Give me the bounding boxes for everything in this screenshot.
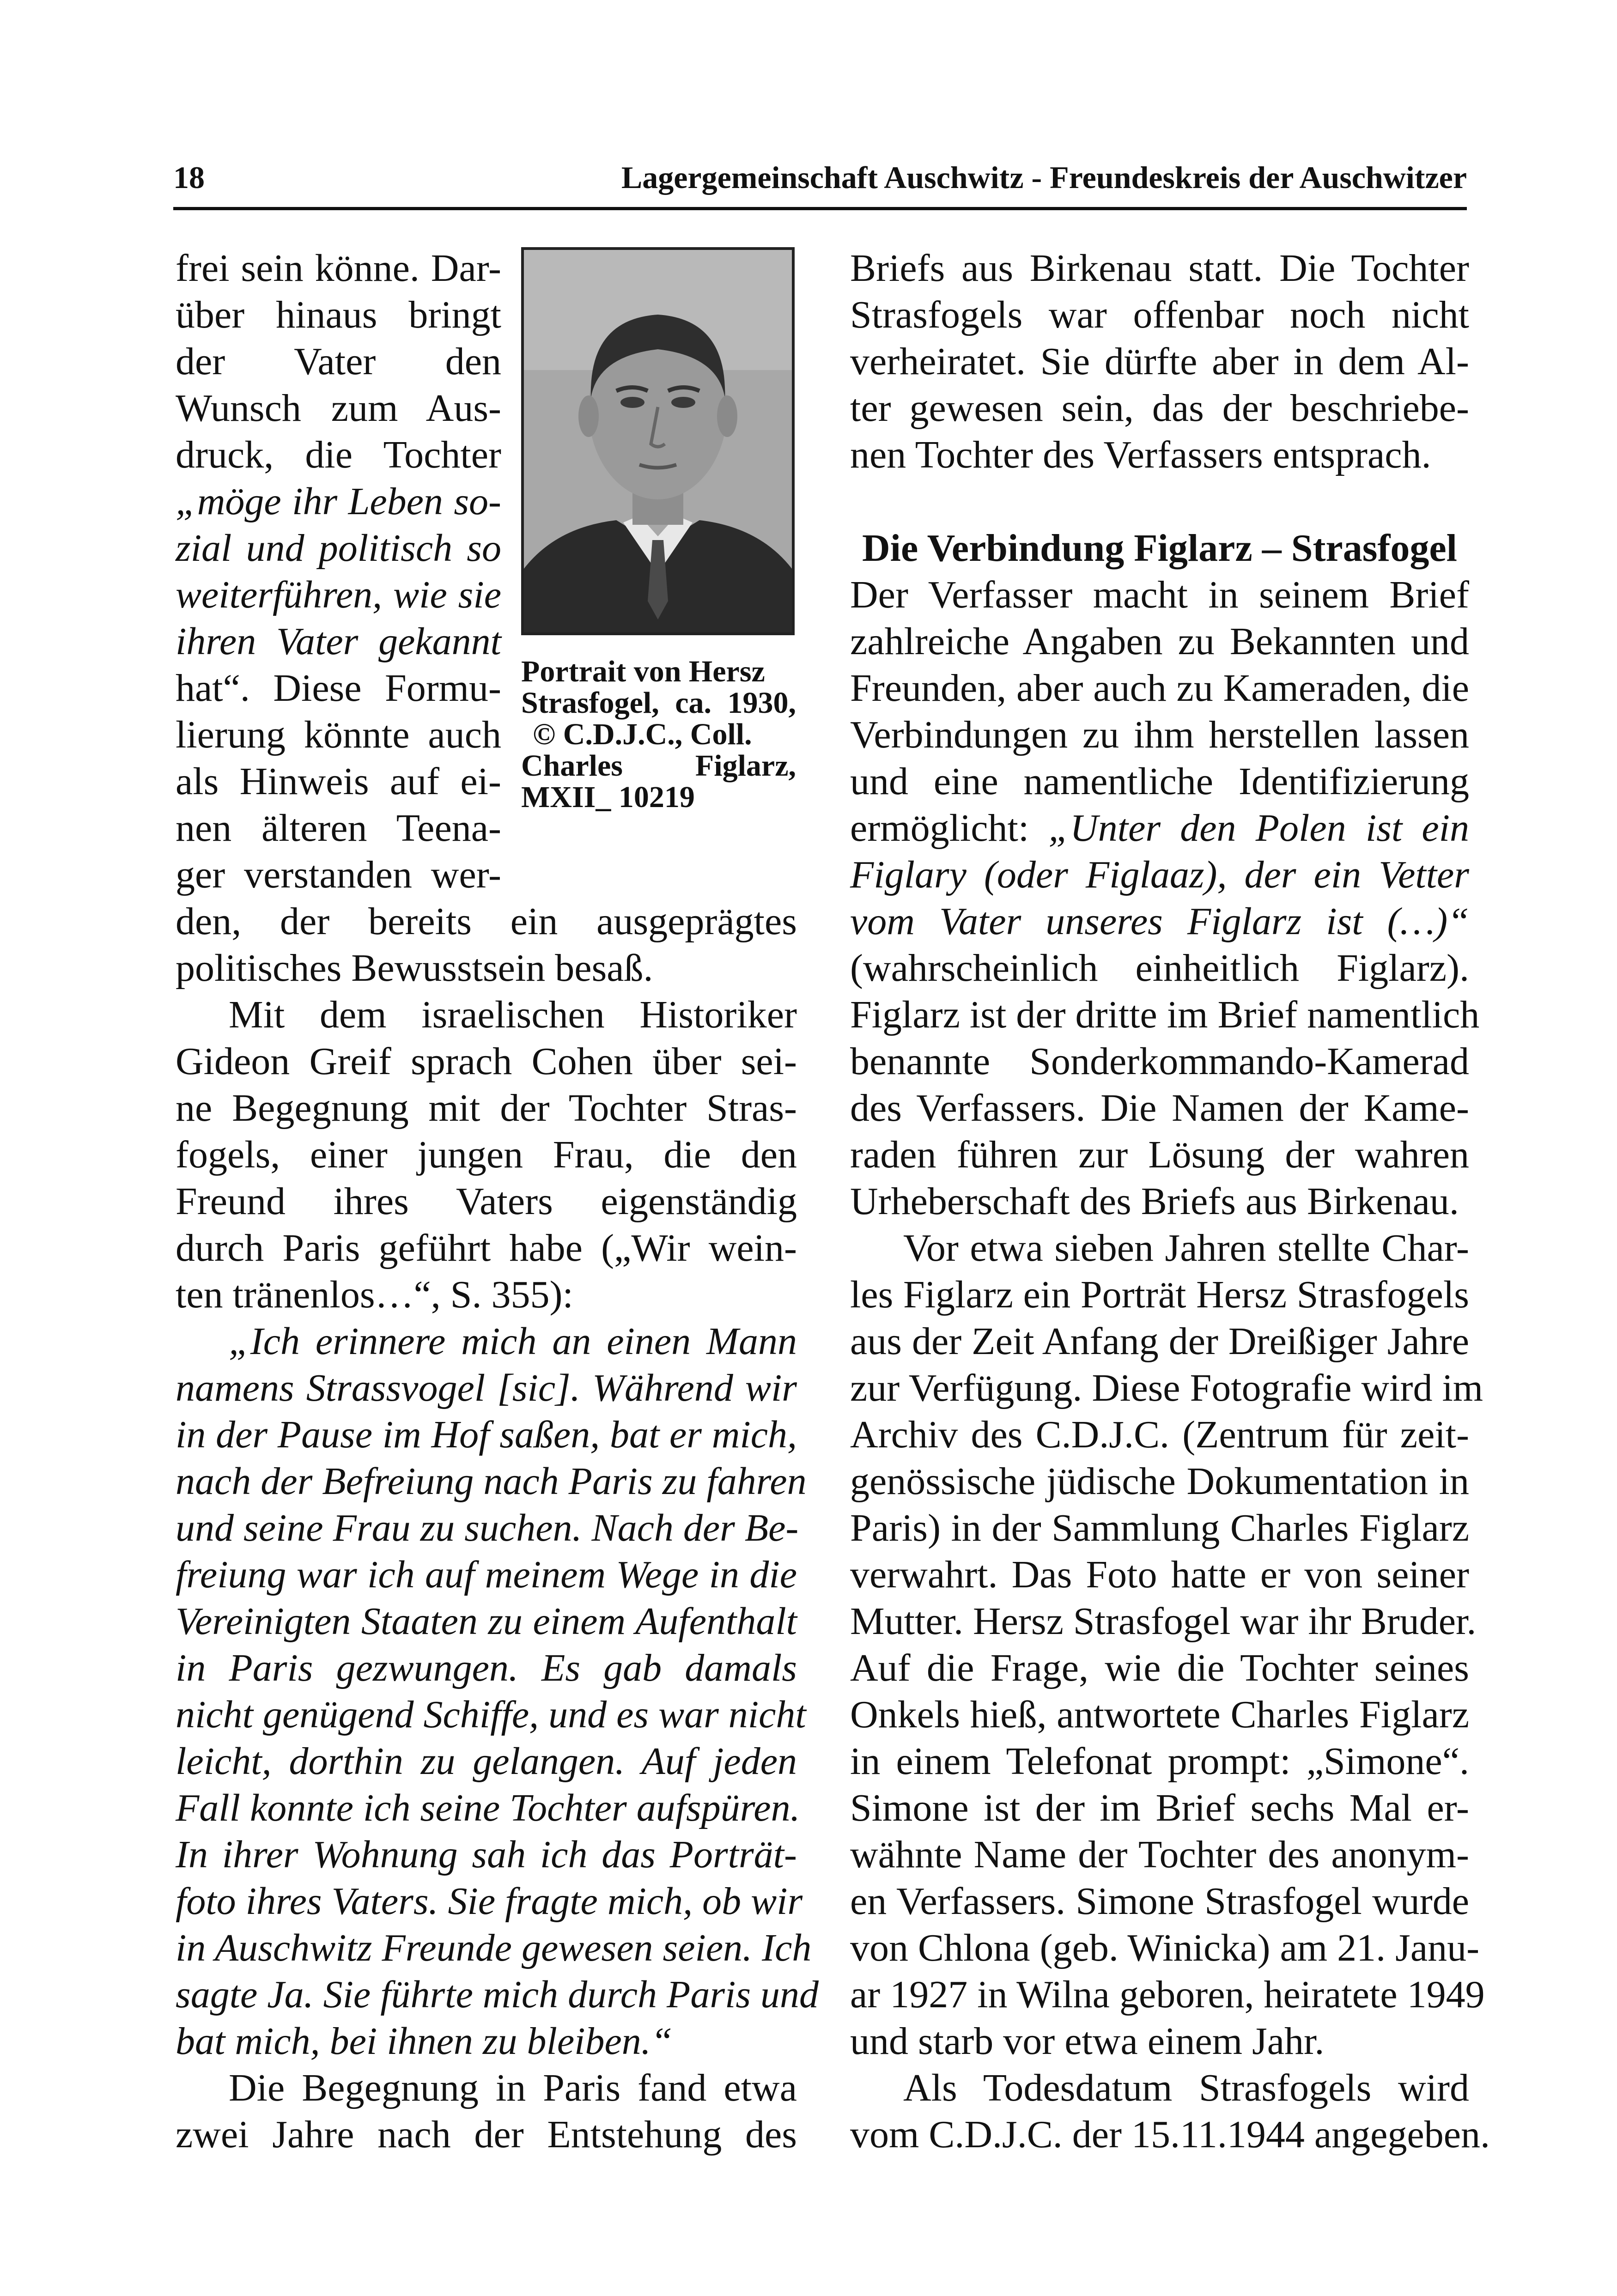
text-line: zwei Jahre nach der Entstehung des <box>176 2113 797 2156</box>
quote-line: freiung war ich auf meinem Wege in die <box>176 1553 797 1596</box>
text-line: „möge ihr Leben so- <box>176 480 501 523</box>
text-line: druck, die Tochter <box>176 433 501 476</box>
text-line: Strasfogels war offenbar noch nicht <box>850 293 1469 336</box>
quote-line: in der Pause im Hof saßen, bat er mich, <box>176 1413 797 1456</box>
quote-line: in Paris gezwungen. Es gab damals <box>176 1646 797 1689</box>
text-line: von Chlona (geb. Winicka) am 21. Janu- <box>850 1926 1480 1969</box>
quote-line: nach der Befreiung nach Paris zu fahren <box>176 1460 807 1503</box>
text-line: nen Tochter des Verfassers entsprach. <box>850 433 1431 476</box>
text-line: (wahrscheinlich einheitlich Figlarz). <box>850 947 1469 990</box>
text-line: Gideon Greif sprach Cohen über sei- <box>176 1040 797 1083</box>
caption-line: MXII_ 10219 <box>521 780 695 814</box>
text-line: vom C.D.J.C. der 15.11.1944 angegeben. <box>850 2113 1490 2156</box>
text-line: frei sein könne. Dar- <box>176 247 501 290</box>
text-line: Briefs aus Birkenau statt. Die Tochter <box>850 247 1469 290</box>
caption-line: Charles Figlarz, <box>521 749 796 783</box>
quote-line: bat mich, bei ihnen zu bleiben.“ <box>176 2020 673 2063</box>
text-line: Vor etwa sieben Jahren stellte Char- <box>903 1227 1469 1269</box>
text-line: ter gewesen sein, das der beschriebe- <box>850 387 1469 430</box>
text-line: ten tränenlos…“, S. 355): <box>176 1273 573 1316</box>
quote-line: Fall konnte ich seine Tochter aufspüren. <box>176 1786 800 1829</box>
text-line: ar 1927 in Wilna geboren, heiratete 1949 <box>850 1973 1485 2016</box>
text-line: Freund ihres Vaters eigenständig <box>176 1180 797 1223</box>
text-line: weiterführen, wie sie <box>176 573 501 616</box>
caption-line: © C.D.J.C., Coll. <box>533 717 752 751</box>
text-line: der Vater den <box>176 340 501 383</box>
text-line: Figlary (oder Figlaaz), der ein Vetter <box>850 853 1469 896</box>
caption-line: Strasfogel, ca. 1930, <box>521 686 796 720</box>
quote-line: sagte Ja. Sie führte mich durch Paris und <box>176 1973 819 2016</box>
text-line: Verbindungen zu ihm herstellen lassen <box>850 713 1469 756</box>
text-line: Onkels hieß, antwortete Charles Figlarz <box>850 1693 1469 1736</box>
quote-line: In ihrer Wohnung sah ich das Porträt- <box>176 1833 797 1876</box>
page-number: 18 <box>173 160 205 195</box>
paragraph-wrapped <box>176 245 501 898</box>
text-line: zial und politisch so <box>176 527 501 570</box>
text-line: verheiratet. Sie dürfte aber in dem Al- <box>850 340 1469 383</box>
text-line: hat“. Diese Formu- <box>176 667 501 710</box>
text-line: als Hinweis auf ei- <box>176 760 501 803</box>
quote-line: namens Strassvogel [sic]. Während wir <box>176 1367 797 1409</box>
text-line: und eine namentliche Identifizierung <box>850 760 1469 803</box>
text-line: Paris) in der Sammlung Charles Figlarz <box>850 1506 1469 1549</box>
quote-line: leicht, dorthin zu gelangen. Auf jeden <box>176 1740 797 1783</box>
text-line: lierung könnte auch <box>176 713 501 756</box>
text-line: über hinaus bringt <box>176 293 501 336</box>
running-title: Lagergemeinschaft Auschwitz - Freundeskreis der Auschwitzer <box>621 160 1467 195</box>
text-line: ger verstanden wer- <box>176 853 501 896</box>
section-gap <box>850 478 1469 525</box>
text-line: zahlreiche Angaben zu Bekannten und <box>850 620 1469 663</box>
quote-line: Vereinigten Staaten zu einem Aufenthalt <box>176 1600 797 1643</box>
text-line: Simone ist der im Brief sechs Mal er- <box>850 1786 1469 1829</box>
text-line: Mit dem israelischen Historiker <box>229 993 797 1036</box>
quote-line: nicht genügend Schiffe, und es war nicht <box>176 1693 806 1736</box>
text-line: vom Vater unseres Figlarz ist (…)“ <box>850 900 1469 943</box>
text-line: in einem Telefonat prompt: „Simone“. <box>850 1740 1469 1783</box>
text-line: zur Verfügung. Diese Fotografie wird im <box>850 1367 1483 1409</box>
text-line: Als Todesdatum Strasfogels wird <box>903 2066 1469 2109</box>
text-line: en Verfassers. Simone Strasfogel wurde <box>850 1880 1469 1923</box>
text-line: Urheberschaft des Briefs aus Birkenau. <box>850 1180 1459 1223</box>
text-line: nen älteren Teena- <box>176 807 501 850</box>
text-line: des Verfassers. Die Namen der Kame- <box>850 1087 1469 1130</box>
quote-line: foto ihres Vaters. Sie fragte mich, ob wir <box>176 1880 803 1923</box>
text-line: genössische jüdische Dokumentation in <box>850 1460 1469 1503</box>
text-line: Archiv des C.D.J.C. (Zentrum für zeit- <box>850 1413 1469 1456</box>
text-line: Die Begegnung in Paris fand etwa <box>229 2066 797 2109</box>
text-line: les Figlarz ein Porträt Hersz Strasfogels <box>850 1273 1469 1316</box>
text-line-roman: ermöglicht: <box>850 807 1049 850</box>
text-line: ne Begegnung mit der Tochter Stras- <box>176 1087 797 1130</box>
text-line: durch Paris geführt habe („Wir wein- <box>176 1227 797 1269</box>
text-line <box>850 805 1469 851</box>
text-line: benannte Sonderkommando-Kamerad <box>850 1040 1469 1083</box>
text-line: Figlarz ist der dritte im Brief namentlich <box>850 993 1480 1036</box>
caption-line: Portrait von Hersz <box>521 655 765 688</box>
section-heading: Die Verbindung Figlarz – Strasfogel <box>862 527 1457 570</box>
text-line: ihren Vater gekannt <box>176 620 501 663</box>
text-line: Auf die Frage, wie die Tochter seines <box>850 1646 1469 1689</box>
text-line: fogels, einer jungen Frau, die den <box>176 1133 797 1176</box>
text-line: Mutter. Hersz Strasfogel war ihr Bruder. <box>850 1600 1477 1643</box>
left-column <box>176 245 819 2158</box>
text-line: den, der bereits ein ausgeprägtes <box>176 900 797 943</box>
quote-line: und seine Frau zu suchen. Nach der Be- <box>176 1506 799 1549</box>
text-line: aus der Zeit Anfang der Dreißiger Jahre <box>850 1320 1469 1363</box>
text-line: wähnte Name der Tochter des anonym- <box>850 1833 1469 1876</box>
text-line-italic: „Unter den Polen ist ein <box>1048 807 1469 850</box>
text-line: Der Verfasser macht in seinem Brief <box>850 573 1469 616</box>
right-column <box>850 245 1490 2158</box>
text-line: raden führen zur Lösung der wahren <box>850 1133 1469 1176</box>
text-line: Freunden, aber auch zu Kameraden, die <box>850 667 1469 710</box>
page-header <box>173 159 1467 199</box>
text-line: politisches Bewusstsein besaß. <box>176 947 653 990</box>
text-line: und starb vor etwa einem Jahr. <box>850 2020 1325 2063</box>
header-rule <box>173 207 1467 210</box>
quote-line: in Auschwitz Freunde gewesen seien. Ich <box>176 1926 812 1969</box>
text-line: verwahrt. Das Foto hatte er von seiner <box>850 1553 1469 1596</box>
text-line: Wunsch zum Aus- <box>176 387 501 430</box>
quote-line: „Ich erinnere mich an einen Mann <box>229 1320 797 1363</box>
